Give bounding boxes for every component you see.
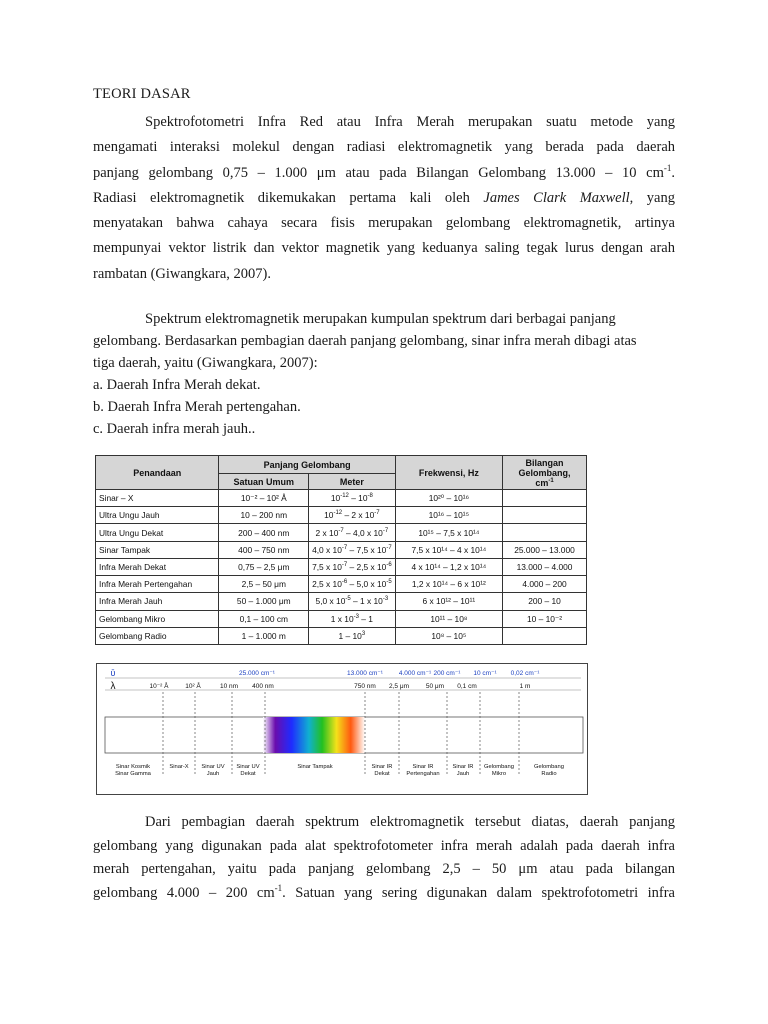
table-row bbox=[96, 576, 587, 593]
cell-bilangan-gelombang bbox=[503, 627, 587, 644]
table-row bbox=[96, 490, 587, 507]
cell-meter: 1 x $10^{-3} - 1$ bbox=[309, 610, 396, 627]
cell-bilangan-gelombang bbox=[503, 507, 587, 524]
cell-satuan-umum: 10⁻² – 10² Å bbox=[219, 490, 309, 507]
header-bilangan-gelombang: Bilangan Gelombang, $cm^{-1}$ bbox=[503, 456, 587, 490]
cell-meter: 2,5 x $10^{-6} - 5,0$ x $10^{-5}$ bbox=[309, 576, 396, 593]
wavelength-label: 400 nm bbox=[252, 683, 274, 690]
header-satuan-umum: Satuan Umum bbox=[219, 474, 309, 490]
wavelength-label: 750 nm bbox=[354, 683, 376, 690]
text-line: gelombang. Berdasarkan pembagian daerah panjang gelombang, sinar infra merah dibagi atas bbox=[93, 333, 637, 349]
table-row bbox=[96, 507, 587, 524]
table-row bbox=[96, 558, 587, 575]
text-line: Spektrum elektromagnetik merupakan kumpulan spektrum dari berbagai panjang bbox=[145, 311, 616, 327]
text-line: mengamati interaksi molekul dengan radiasi elektromagnetik yang berada pada daerah bbox=[93, 139, 675, 156]
wavenumber-label: 0,02 cm⁻¹ bbox=[510, 670, 540, 677]
wavenumber-label: 25.000 cm⁻¹ bbox=[239, 670, 275, 677]
cell-frekwensi: 10²⁰ – 10¹⁶ bbox=[395, 490, 502, 507]
cell-satuan-umum: 10 – 200 nm bbox=[219, 507, 309, 524]
text-line: rambatan (Giwangkara, 2007). bbox=[93, 265, 271, 282]
cell-satuan-umum: 2,5 – 50 μm bbox=[219, 576, 309, 593]
table-row bbox=[96, 541, 587, 558]
cell-penandaan: Sinar – X bbox=[96, 490, 219, 507]
cell-meter: $10^{-12} - 10^{-8}$ bbox=[309, 490, 396, 507]
wavenumber-label: 200 cm⁻¹ bbox=[433, 670, 461, 677]
list-item: a. Daerah Infra Merah dekat. bbox=[93, 377, 261, 393]
region-label: Gelombang bbox=[534, 764, 564, 770]
header-penandaan: Penandaan bbox=[96, 456, 219, 490]
paragraph-intro bbox=[93, 110, 675, 287]
wavenumber-symbol: ῡ bbox=[110, 668, 116, 678]
wavenumber-label: 13.000 cm⁻¹ bbox=[347, 670, 383, 677]
region-label: Dekat bbox=[240, 771, 256, 777]
spectrum-figure bbox=[96, 663, 588, 795]
paragraph-conclusion bbox=[93, 811, 675, 905]
cell-satuan-umum: 1 – 1.000 m bbox=[219, 627, 309, 644]
text-line: panjang gelombang 0,75 – 1.000 μm atau pada Bilangan Gelombang 13.000 – 10 $cm^{-1}$. bbox=[93, 162, 675, 181]
table-row bbox=[96, 524, 587, 541]
cell-penandaan: Infra Merah Pertengahan bbox=[96, 576, 219, 593]
cell-frekwensi: 10¹⁵ – 7,5 x 10¹⁴ bbox=[395, 524, 502, 541]
cell-meter: $1 - 10^3$ bbox=[309, 627, 396, 644]
cell-penandaan: Gelombang Mikro bbox=[96, 610, 219, 627]
region-label: Jauh bbox=[206, 771, 220, 777]
wavenumber-label: 10 cm⁻¹ bbox=[473, 670, 497, 677]
cell-frekwensi: 1,2 x 10¹⁴ – 6 x 10¹² bbox=[395, 576, 502, 593]
header-meter: Meter bbox=[309, 474, 396, 490]
cell-frekwensi: 10¹⁶ – 10¹⁵ bbox=[395, 507, 502, 524]
cell-bilangan-gelombang bbox=[503, 524, 587, 541]
cell-frekwensi: 7,5 x 10¹⁴ – 4 x 10¹⁴ bbox=[395, 541, 502, 558]
region-label: Sinar IR bbox=[371, 764, 393, 770]
region-label: Mikro bbox=[491, 771, 507, 777]
text-line: Radiasi elektromagnetik dikemukakan pertama kali oleh James Clark Maxwell, yang bbox=[93, 189, 675, 206]
text-line: gelombang yang digunakan pada alat spektrofotometer infra merah adalah pada daerah infra bbox=[93, 837, 675, 854]
region-label: Dekat bbox=[374, 771, 390, 777]
wavelength-label: 2,5 μm bbox=[388, 683, 410, 690]
cell-meter: 7,5 x $10^{-7} - 2,5$ x $10^{-6}$ bbox=[309, 558, 396, 575]
cell-frekwensi: 10⁸ – 10⁵ bbox=[395, 627, 502, 644]
text-line: merah pertengahan, yaitu pada panjang gelombang 2,5 – 50 μm atau pada bilangan bbox=[93, 861, 675, 877]
cell-frekwensi: 6 x 10¹² – 10¹¹ bbox=[395, 593, 502, 610]
spectrum-diagram bbox=[97, 664, 587, 794]
cell-penandaan: Infra Merah Dekat bbox=[96, 558, 219, 575]
wavelength-label: 1 m bbox=[519, 683, 531, 690]
table-row bbox=[96, 627, 587, 644]
region-label: Sinar Gamma bbox=[115, 771, 151, 777]
spectrum-table bbox=[95, 455, 587, 645]
text-line: Spektrofotometri Infra Red atau Infra Merah merupakan suatu metode yang bbox=[145, 114, 675, 130]
text-line: Dari pembagian daerah spektrum elektromagnetik tersebut diatas, daerah panjang bbox=[145, 814, 675, 830]
cell-bilangan-gelombang: 200 – 10 bbox=[503, 593, 587, 610]
cell-meter: $10^{-12} - 2$ x $10^{-7}$ bbox=[309, 507, 396, 524]
paragraph-spectrum bbox=[93, 308, 675, 440]
region-label: Pertengahan bbox=[406, 771, 440, 777]
cell-penandaan: Gelombang Radio bbox=[96, 627, 219, 644]
cell-satuan-umum: 400 – 750 nm bbox=[219, 541, 309, 558]
cell-satuan-umum: 0,75 – 2,5 μm bbox=[219, 558, 309, 575]
author-name: James Clark Maxwell bbox=[483, 189, 630, 206]
cell-meter: 5,0 x $10^{-5} - 1$ x $10^{-3}$ bbox=[309, 593, 396, 610]
text-line: mempunyai vektor listrik dan vektor magnetik yang keduanya saling tegak lurus dengan arah bbox=[93, 240, 675, 257]
cell-frekwensi: 4 x 10¹⁴ – 1,2 x 10¹⁴ bbox=[395, 558, 502, 575]
wavelength-label: 10 nm bbox=[219, 683, 239, 690]
text-line: tiga daerah, yaitu (Giwangkara, 2007): bbox=[93, 355, 318, 371]
cell-penandaan: Infra Merah Jauh bbox=[96, 593, 219, 610]
visible-light-band bbox=[263, 717, 365, 753]
region-label: Sinar-X bbox=[169, 764, 189, 770]
cell-frekwensi: 10¹¹ – 10⁸ bbox=[395, 610, 502, 627]
cell-satuan-umum: 50 – 1.000 μm bbox=[219, 593, 309, 610]
list-item: b. Daerah Infra Merah pertengahan. bbox=[93, 399, 301, 415]
wavelength-label: 10⁻² Å bbox=[149, 683, 169, 690]
region-label: Jauh bbox=[456, 771, 470, 777]
cell-penandaan: Ultra Ungu Jauh bbox=[96, 507, 219, 524]
region-label: Sinar Kosmik bbox=[115, 764, 151, 770]
cell-satuan-umum: 200 – 400 nm bbox=[219, 524, 309, 541]
cell-bilangan-gelombang: 10 – 10⁻² bbox=[503, 610, 587, 627]
cell-meter: 4,0 x $10^{-7} - 7,5$ x $10^{-7}$ bbox=[309, 541, 396, 558]
region-label: Sinar Tampak bbox=[297, 764, 333, 770]
region-label: Radio bbox=[541, 771, 557, 777]
cell-bilangan-gelombang bbox=[503, 490, 587, 507]
region-label: Sinar UV bbox=[236, 764, 260, 770]
wavelength-label: 50 μm bbox=[425, 683, 445, 690]
header-panjang-gelombang: Panjang Gelombang bbox=[219, 456, 395, 474]
section-heading: TEORI DASAR bbox=[93, 86, 191, 102]
cell-satuan-umum: 0,1 – 100 cm bbox=[219, 610, 309, 627]
table-row bbox=[96, 610, 587, 627]
cell-penandaan: Sinar Tampak bbox=[96, 541, 219, 558]
cell-bilangan-gelombang: 4.000 – 200 bbox=[503, 576, 587, 593]
header-frekwensi: Frekwensi, Hz bbox=[395, 456, 502, 490]
region-label: Gelombang bbox=[484, 764, 514, 770]
wavelength-label: 10² Å bbox=[185, 683, 201, 690]
region-label: Sinar UV bbox=[201, 764, 225, 770]
wavenumber-label: 4.000 cm⁻¹ bbox=[398, 670, 432, 677]
list-item: c. Daerah infra merah jauh.. bbox=[93, 421, 256, 437]
text-line: gelombang 4.000 – 200 $cm^{-1}$. Satuan yang sering digunakan dalam spektrofotometri infra bbox=[93, 882, 675, 901]
region-label: Sinar IR bbox=[412, 764, 434, 770]
wavelength-symbol: λ bbox=[110, 681, 116, 692]
cell-penandaan: Ultra Ungu Dekat bbox=[96, 524, 219, 541]
text-line: menyatakan bahwa cahaya secara fisis merupakan gelombang elektromagnetik, artinya bbox=[93, 215, 675, 232]
cell-bilangan-gelombang: 13.000 – 4.000 bbox=[503, 558, 587, 575]
cell-meter: 2 x $10^{-7} - 4,0$ x $10^{-7}$ bbox=[309, 524, 396, 541]
table-row bbox=[96, 593, 587, 610]
cell-bilangan-gelombang: 25.000 – 13.000 bbox=[503, 541, 587, 558]
region-label: Sinar IR bbox=[452, 764, 474, 770]
wavelength-label: 0,1 cm bbox=[457, 683, 477, 690]
